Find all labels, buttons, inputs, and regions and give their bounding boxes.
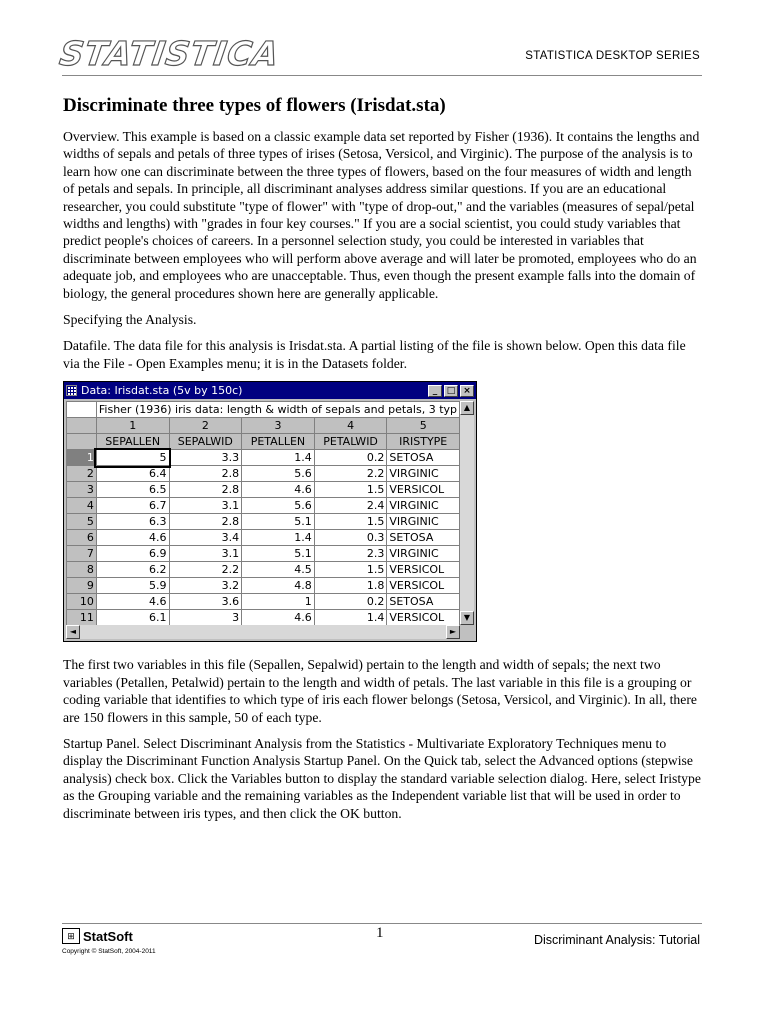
table-row (67, 466, 460, 482)
table-row (67, 562, 460, 578)
spreadsheet-icon (66, 385, 77, 396)
spreadsheet-grid[interactable] (66, 401, 460, 625)
column-number-row (67, 418, 460, 434)
table-row (67, 594, 460, 610)
table-cell[interactable]: 1 (242, 594, 315, 610)
column-header-iristype[interactable]: IRISTYPE (387, 434, 460, 450)
table-cell[interactable]: 1.5 (314, 514, 387, 530)
table-cell[interactable]: 2.2 (169, 562, 242, 578)
table-cell[interactable]: VIRGINIC (387, 514, 460, 530)
row-header[interactable]: 9 (67, 578, 97, 594)
table-cell[interactable]: 4.6 (242, 482, 315, 498)
statsoft-icon: ⊞ (62, 928, 80, 944)
page-number: 1 (376, 925, 384, 941)
table-cell[interactable]: 4.8 (242, 578, 315, 594)
corner-cell (67, 434, 97, 450)
table-row (67, 578, 460, 594)
statsoft-name: StatSoft (83, 928, 133, 944)
column-number[interactable]: 4 (314, 418, 387, 434)
table-cell[interactable]: VERSICOL (387, 578, 460, 594)
datafile-paragraph: Datafile. The data file for this analysis is Irisdat.sta. A partial listing of the file is shown below. Open this data file via the File - Open Examples menu; it is in the Datasets folder. (63, 338, 686, 371)
table-cell[interactable]: VERSICOL (387, 610, 460, 626)
table-cell[interactable]: 1.5 (314, 482, 387, 498)
table-cell[interactable]: 2.8 (169, 482, 242, 498)
file-description[interactable]: Fisher (1936) iris data: length & width of sepals and petals, 3 typ (96, 402, 459, 418)
table-cell[interactable]: 5.6 (242, 466, 315, 482)
column-number[interactable]: 1 (96, 418, 169, 434)
row-header[interactable]: 5 (67, 514, 97, 530)
table-cell[interactable]: 4.6 (242, 610, 315, 626)
table-cell[interactable]: 3.3 (169, 450, 242, 466)
table-cell[interactable]: 1.4 (242, 450, 315, 466)
statsoft-logo (62, 928, 133, 944)
table-cell[interactable]: 5.1 (242, 546, 315, 562)
page-title: Discriminate three types of flowers (Irisdat.sta) (63, 95, 446, 116)
table-cell[interactable]: 3 (169, 610, 242, 626)
header-divider (62, 75, 702, 76)
table-cell[interactable]: VERSICOL (387, 482, 460, 498)
table-cell[interactable]: 1.8 (314, 578, 387, 594)
row-header[interactable]: 3 (67, 482, 97, 498)
row-header[interactable]: 7 (67, 546, 97, 562)
corner-cell (67, 402, 97, 418)
table-cell[interactable]: SETOSA (387, 450, 460, 466)
footer-divider (62, 923, 702, 924)
file-description-row (67, 402, 460, 418)
table-cell[interactable]: VIRGINIC (387, 498, 460, 514)
table-row (67, 610, 460, 626)
row-header[interactable]: 11 (67, 610, 97, 626)
startup-panel-paragraph: Startup Panel. Select Discriminant Analysis from the Statistics - Multivariate Exploratory Techniques menu to display the Discriminant Function Analysis Startup Panel. On the Quick tab, select the Advanced options (stepwise analysis) check box. Click the Variables button to display the standard variable selection dialog. Here, select Iristype as the Grouping variable and the remaining variables as the Independent variable list that will be used in order to discriminate between iris types, and then click the OK button. (63, 735, 701, 821)
table-row (67, 514, 460, 530)
overview-paragraph: Overview. This example is based on a classic example data set reported by Fisher (1936). It contains the lengths and widths of sepals and petals of three types of irises (Setosa, Versicol, and Virginic). The purpose of the analysis is to learn how one can discriminate between the three types of flowers, based on the four measures of width and length of petals and sepals. In principle, all discriminant analyses address similar questions. If you are an educational researcher, you could substitute "type of flower" with "type of drop-out," and the variables (measures of sepal/petal widths and lengths) with "grades in four key courses." If you are a social scientist, you could study variables that predict people's choices of careers. In a personnel selection study, you could be interested in variables that discriminate between employees who will perform above average and will later be promoted, employees who do an adequate job, and employees who are unacceptable. Thus, even though the present example falls into the domain of biology, the general procedures shown here are generally applicable. (63, 129, 700, 301)
row-header[interactable]: 1 (67, 450, 97, 466)
table-cell[interactable]: 4.6 (96, 530, 169, 546)
maximize-button[interactable]: □ (444, 385, 458, 397)
column-name-row (67, 434, 460, 450)
table-row (67, 450, 460, 466)
column-number[interactable]: 2 (169, 418, 242, 434)
table-cell[interactable]: 3.2 (169, 578, 242, 594)
scroll-right-icon[interactable]: ► (446, 625, 460, 639)
footer-doc-title: Discriminant Analysis: Tutorial (533, 933, 700, 947)
table-cell[interactable]: 6.3 (96, 514, 169, 530)
data-window[interactable] (63, 381, 477, 642)
variables-paragraph: The first two variables in this file (Sepallen, Sepalwid) pertain to the length and width of sepals; the next two variables (Petallen, Petalwid) pertain to the length and width of petals. The last variable in this file is a grouping or coding variable that identifies to which type of iris each flower belongs (Setosa, Versicol, and Virginic). In all, there are 150 flowers in this sample, 50 of each type. (63, 657, 697, 725)
row-header[interactable]: 2 (67, 466, 97, 482)
scroll-left-icon[interactable]: ◄ (66, 625, 80, 639)
table-cell[interactable]: 4.5 (242, 562, 315, 578)
table-cell[interactable]: 6.4 (96, 466, 169, 482)
series-label: STATISTICA DESKTOP SERIES (525, 50, 700, 62)
copyright-text: Copyright © StatSoft, 2004-2011 (62, 948, 156, 955)
table-cell[interactable]: VIRGINIC (387, 546, 460, 562)
vertical-scrollbar[interactable] (460, 401, 474, 625)
table-cell[interactable]: SETOSA (387, 530, 460, 546)
corner-cell (67, 418, 97, 434)
table-cell[interactable]: 2.4 (314, 498, 387, 514)
window-title: Data: Irisdat.sta (5v by 150c) (81, 384, 243, 398)
table-cell[interactable]: 6.1 (96, 610, 169, 626)
table-row (67, 546, 460, 562)
table-cell[interactable]: 0.2 (314, 594, 387, 610)
table-cell[interactable]: 5.1 (242, 514, 315, 530)
table-cell[interactable]: 2.2 (314, 466, 387, 482)
table-cell[interactable]: 6.7 (96, 498, 169, 514)
horizontal-scrollbar[interactable] (66, 625, 460, 639)
column-header-sepallen[interactable]: SEPALLEN (96, 434, 169, 450)
table-cell[interactable]: 6.9 (96, 546, 169, 562)
table-cell[interactable]: VIRGINIC (387, 466, 460, 482)
statistica-logo: STATISTICA (57, 34, 282, 73)
window-titlebar[interactable] (64, 382, 476, 399)
specifying-heading: Specifying the Analysis. (63, 312, 197, 328)
table-cell[interactable]: 5.9 (96, 578, 169, 594)
table-cell[interactable]: 5 (96, 450, 169, 466)
scroll-down-icon[interactable]: ▼ (460, 611, 474, 625)
table-cell[interactable]: 4.6 (96, 594, 169, 610)
table-cell[interactable]: 0.2 (314, 450, 387, 466)
table-cell[interactable]: 0.3 (314, 530, 387, 546)
table-cell[interactable]: 3.1 (169, 546, 242, 562)
row-header[interactable]: 10 (67, 594, 97, 610)
column-header-petalwid[interactable]: PETALWID (314, 434, 387, 450)
column-header-petallen[interactable]: PETALLEN (242, 434, 315, 450)
table-cell[interactable]: SETOSA (387, 594, 460, 610)
table-row (67, 482, 460, 498)
minimize-button[interactable]: _ (428, 385, 442, 397)
table-cell[interactable]: 1.5 (314, 562, 387, 578)
table-cell[interactable]: 2.8 (169, 514, 242, 530)
table-cell[interactable]: 3.6 (169, 594, 242, 610)
table-cell[interactable]: 5.6 (242, 498, 315, 514)
row-header[interactable]: 6 (67, 530, 97, 546)
column-header-sepalwid[interactable]: SEPALWID (169, 434, 242, 450)
row-header[interactable]: 4 (67, 498, 97, 514)
document-body (63, 95, 705, 831)
column-number[interactable]: 3 (242, 418, 315, 434)
table-cell[interactable]: 2.3 (314, 546, 387, 562)
table-cell[interactable]: VERSICOL (387, 562, 460, 578)
table-row (67, 530, 460, 546)
table-cell[interactable]: 1.4 (314, 610, 387, 626)
scroll-up-icon[interactable]: ▲ (460, 401, 474, 415)
close-button[interactable]: × (460, 385, 474, 397)
row-header[interactable]: 8 (67, 562, 97, 578)
table-row (67, 498, 460, 514)
table-cell[interactable]: 1.4 (242, 530, 315, 546)
table-cell[interactable]: 3.4 (169, 530, 242, 546)
table-cell[interactable]: 6.5 (96, 482, 169, 498)
column-number[interactable]: 5 (387, 418, 460, 434)
table-cell[interactable]: 6.2 (96, 562, 169, 578)
table-cell[interactable]: 2.8 (169, 466, 242, 482)
table-cell[interactable]: 3.1 (169, 498, 242, 514)
